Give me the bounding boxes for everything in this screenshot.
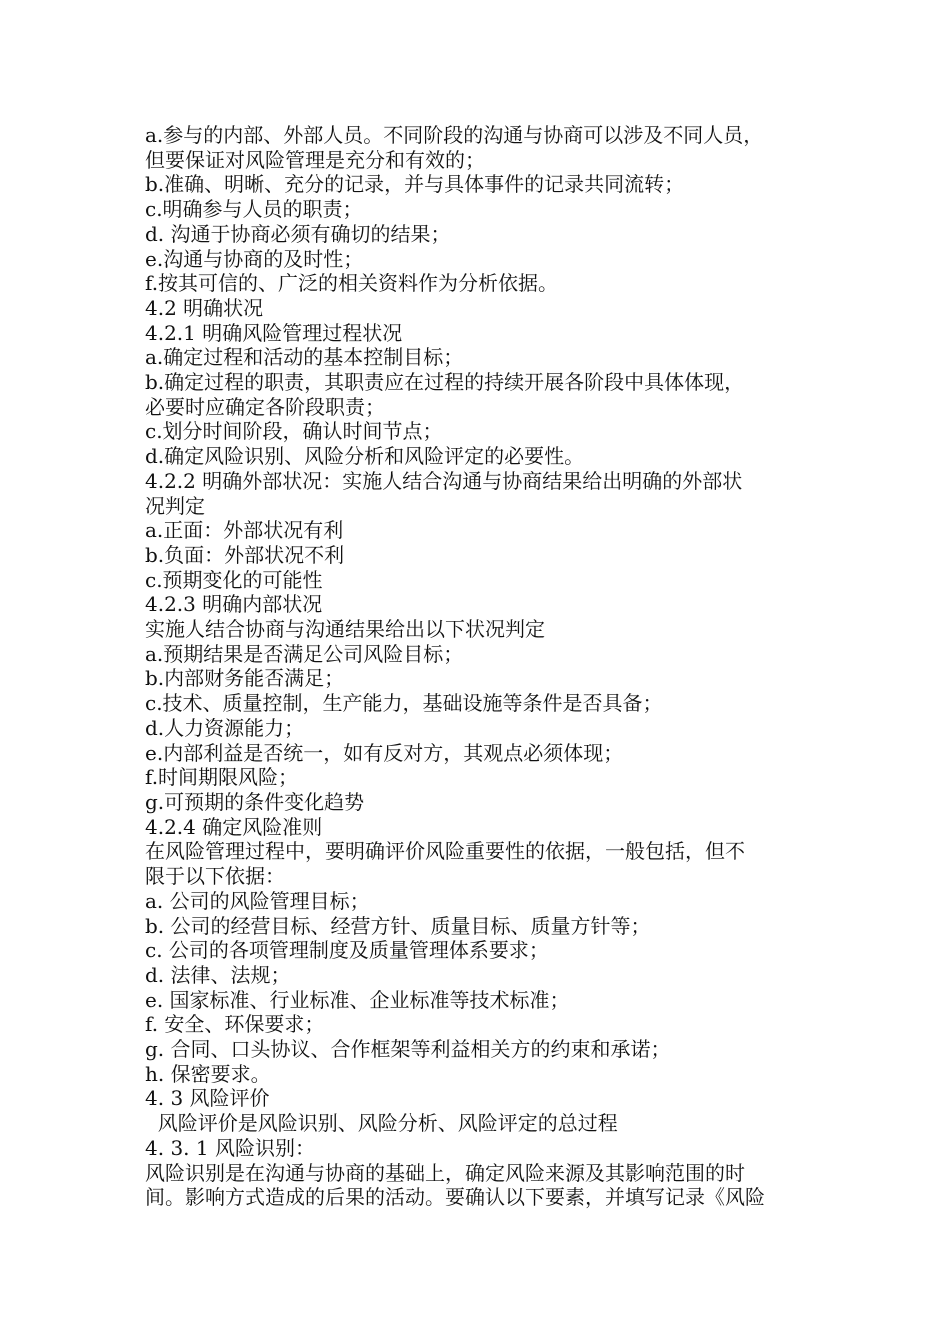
section-heading: 4.2.1 明确风险管理过程状况 [145,320,403,345]
text-line: c. 公司的各项管理制度及质量管理体系要求； [145,938,549,963]
text-line: a. 公司的风险管理目标； [145,888,370,913]
text-line: 必要时应确定各阶段职责； [145,394,385,419]
text-line: e.沟通与协商的及时性； [145,246,364,271]
text-line: c.预期变化的可能性 [145,567,323,592]
text-line: a.预期结果是否满足公司风险目标； [145,641,464,666]
text-line: b.确定过程的职责，其职责应在过程的持续开展各阶段中具体体现， [145,370,745,395]
text-line: 但要保证对风险管理是充分和有效的； [145,147,485,172]
text-line: c.明确参与人员的职责； [145,197,363,222]
text-line: h. 保密要求。 [145,1061,271,1086]
text-line: b.内部财务能否满足； [145,666,345,691]
section-heading: 4. 3 风险评价 [145,1086,270,1111]
text-line: c.技术、质量控制，生产能力，基础设施等条件是否具备； [145,691,663,716]
text-line: c.划分时间阶段，确认时间节点； [145,419,443,444]
text-line: d. 沟通于协商必须有确切的结果； [145,221,451,246]
text-line: d.人力资源能力； [145,715,305,740]
document-body [145,123,810,1210]
text-line: g. 合同、口头协议、合作框架等利益相关方的约束和承诺； [145,1037,671,1062]
text-line: b.负面：外部状况不利 [145,542,345,567]
text-line: f.按其可信的、广泛的相关资料作为分析依据。 [145,271,559,296]
text-line: 限于以下依据： [145,864,285,889]
text-line: 况判定 [145,493,205,518]
section-heading: 4.2 明确状况 [145,295,264,320]
text-line: d. 法律、法规； [145,962,291,987]
text-line: d.确定风险识别、风险分析和风险评定的必要性。 [145,444,585,469]
text-line: 在风险管理过程中，要明确评价风险重要性的依据，一般包括，但不 [145,839,745,864]
text-line: e. 国家标准、行业标准、企业标准等技术标准； [145,987,570,1012]
text-line: b.准确、明晰、充分的记录，并与具体事件的记录共同流转； [145,172,685,197]
section-heading: 4. 3. 1 风险识别： [145,1135,315,1160]
text-line: 风险评价是风险识别、风险分析、风险评定的总过程 [145,1111,618,1136]
text-line: f. 安全、环保要求； [145,1012,325,1037]
section-heading: 4.2.3 明确内部状况 [145,592,323,617]
text-line: e.内部利益是否统一，如有反对方，其观点必须体现； [145,740,624,765]
text-line: 间。影响方式造成的后果的活动。要确认以下要素，并填写记录《风险 [145,1185,765,1210]
text-line: g.可预期的条件变化趋势 [145,789,365,814]
text-line: a.正面：外部状况有利 [145,518,344,543]
text-line: a.参与的内部、外部人员。不同阶段的沟通与协商可以涉及不同人员， [145,123,764,147]
text-line: 风险识别是在沟通与协商的基础上，确定风险来源及其影响范围的时 [145,1160,745,1185]
section-heading: 4.2.4 确定风险准则 [145,814,323,839]
text-line: f.时间期限风险； [145,765,299,790]
text-line: b. 公司的经营目标、经营方针、质量目标、质量方针等； [145,913,651,938]
text-line: a.确定过程和活动的基本控制目标； [145,345,464,370]
text-line: 实施人结合协商与沟通结果给出以下状况判定 [145,617,545,642]
section-heading: 4.2.2 明确外部状况：实施人结合沟通与协商结果给出明确的外部状 [145,468,743,493]
